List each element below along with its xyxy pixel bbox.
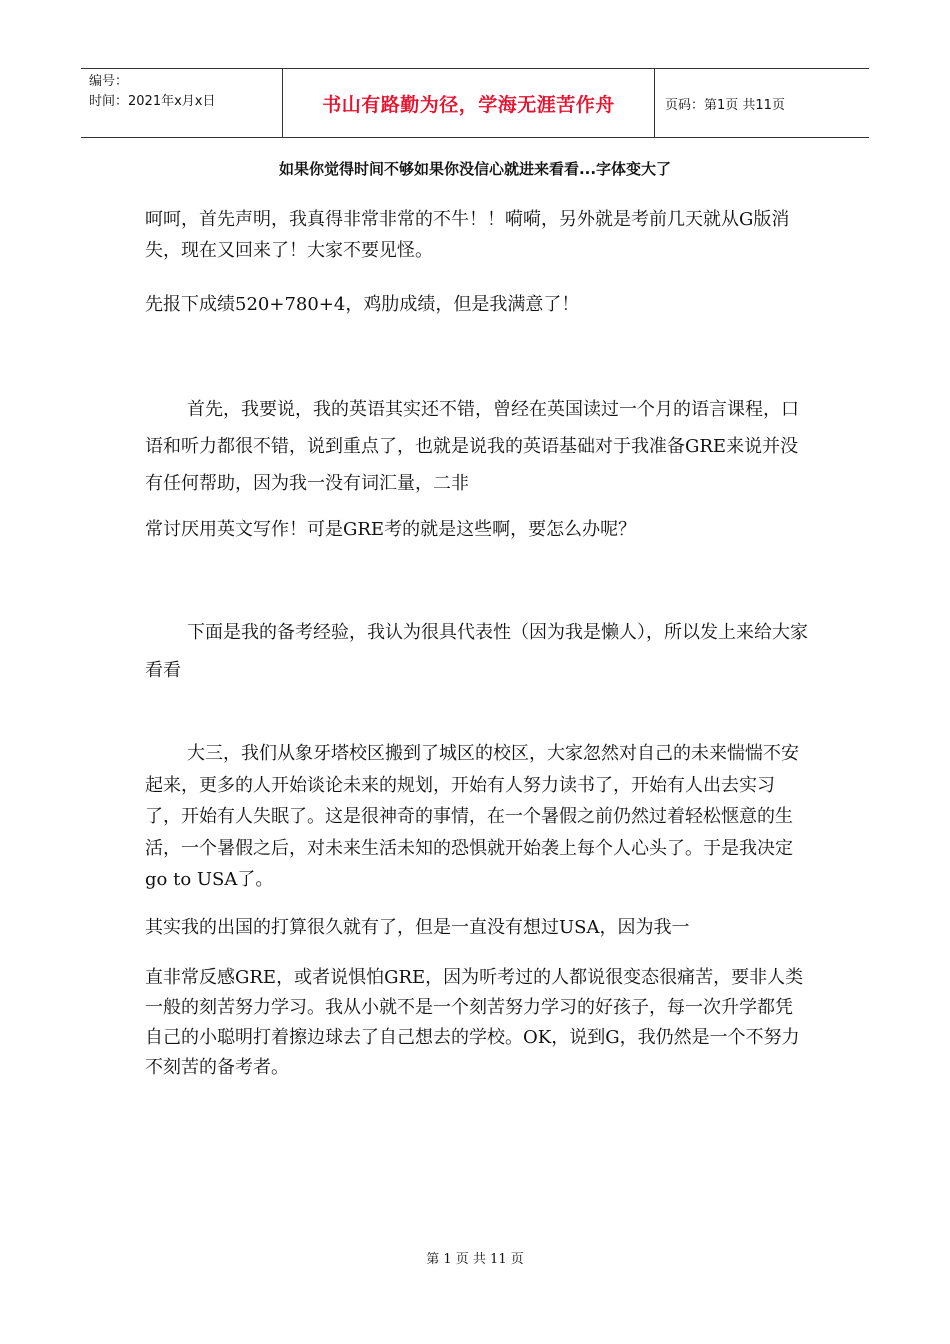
date-line: 时间：2021年x月x日 — [89, 94, 216, 109]
paragraph-5: 大三，我们从象牙塔校区搬到了城区的校区，大家忽然对自己的未来惴惴不安起来，更多的人开始谈论未来的规划，开始有人努力读书了，开始有人出去实习了，开始有人失眠了。这是很神奇的事情，在一个暑假之前仍然过着轻松惬意的生活，一个暑假之后，对未来生活未知的恐惧就开始袭上每个人心头了。于是我决定go to USA了。 — [145, 743, 799, 890]
paragraph-3: 首先，我要说，我的英语其实还不错，曾经在英国读过一个月的语言课程，口语和听力都很不错，说到重点了，也就是说我的英语基础对于我准备GRE来说并没有任何帮助，因为我一没有词汇量，二非 — [145, 399, 799, 494]
paragraph-4: 下面是我的备考经验，我认为很具代表性（因为我是懒人），所以发上来给大家看看 — [145, 622, 808, 681]
page-footer: 第 1 页 共 11 页 — [426, 1252, 524, 1267]
page-code: 页码：第1页 共11页 — [665, 97, 785, 113]
header-left-cell — [81, 69, 283, 137]
document-title: 如果你觉得时间不够如果你没信心就进来看看...字体变大了 — [278, 160, 672, 178]
paragraph-6: 其实我的出国的打算很久就有了，但是一直没有想过USA，因为我一 — [145, 917, 690, 938]
paragraph-6-cont: 直非常反感GRE，或者说惧怕GRE，因为听考过的人都说很变态很痛苦，要非人类一般的刻苦努力学习。我从小就不是一个刻苦努力学习的好孩子，每一次升学都凭自己的小聪明打着擦边球去了自己想去的学校。OK，说到G，我仍然是一个不努力不刻苦的备考者。 — [145, 967, 804, 1078]
paragraph-1: 呵呵，首先声明，我真得非常非常的不牛！！嗬嗬，另外就是考前几天就从G版消失，现在又回来了！大家不要见怪。 — [145, 209, 790, 261]
header-page-cell — [655, 69, 869, 137]
motto-text: 书山有路勤为径，学海无涯苦作舟 — [322, 93, 615, 116]
header-motto-cell — [283, 69, 655, 137]
paragraph-3-cont: 常讨厌用英文写作！可是GRE考的就是这些啊，要怎么办呢？ — [145, 519, 637, 540]
number-label: 编号： — [89, 74, 129, 89]
header-table — [81, 68, 869, 138]
paragraph-2: 先报下成绩520+780+4，鸡肋成绩，但是我满意了！ — [145, 294, 580, 315]
